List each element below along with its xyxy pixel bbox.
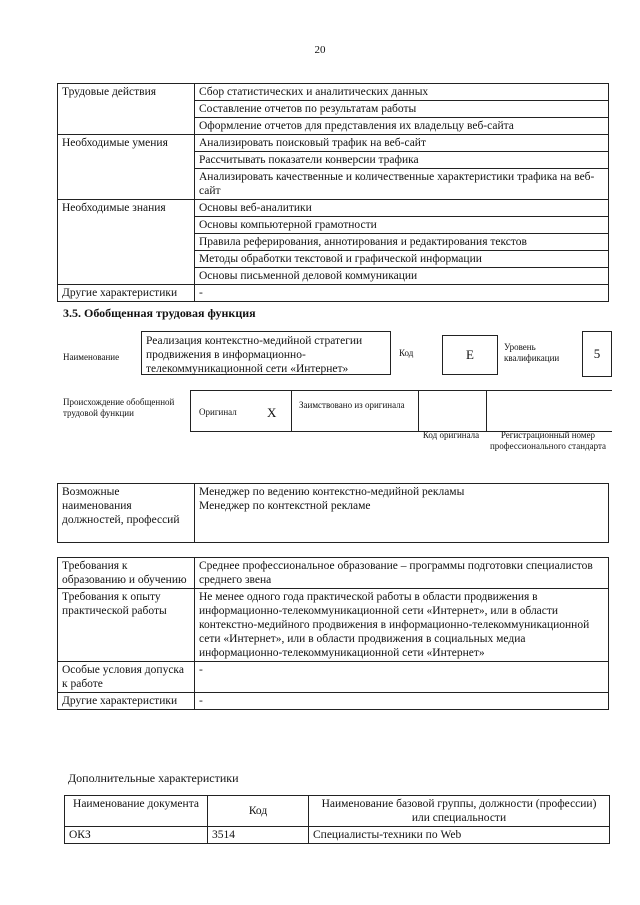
table-cell: Оформление отчетов для представления их владельцу веб-сайта — [195, 118, 609, 135]
position-line: Менеджер по контекстной рекламе — [199, 500, 371, 512]
table-row — [58, 484, 609, 543]
name-label: Наименование — [63, 352, 120, 362]
original-mark: X — [267, 405, 277, 420]
origin-label: Происхождение обобщенной трудовой функции — [63, 397, 175, 418]
position-line: Менеджер по ведению контекстно-медийной рекламы — [199, 486, 465, 498]
column-header: Наименование базовой группы, должности (профессии) или специальности — [309, 796, 610, 827]
column-header: Код — [208, 796, 309, 827]
table-cell: Рассчитывать показатели конверсии трафика — [195, 152, 609, 169]
row-label: Трудовые действия — [58, 84, 195, 135]
row-label: Необходимые умения — [58, 135, 195, 200]
labor-functions-table — [57, 83, 609, 302]
page-number: 20 — [314, 44, 326, 56]
table-row — [58, 558, 609, 589]
reg-caption: Регистрационный номер профессионального стандарта — [489, 430, 607, 451]
row-label: Возможные наименования должностей, профессий — [58, 484, 195, 543]
table-cell: Специалисты-техники по Web — [309, 827, 610, 844]
function-name: Реализация контекстно-медийной стратегии продвижения в информационно-телекоммуникационной сети «Интернет» — [141, 331, 391, 375]
column-header: Наименование документа — [65, 796, 208, 827]
table-row — [58, 84, 609, 101]
table-cell: Методы обработки текстовой и графической информации — [195, 251, 609, 268]
table-cell: Основы компьютерной грамотности — [195, 217, 609, 234]
code-caption: Код оригинала — [422, 430, 480, 440]
level-label: Уровень квалификации — [504, 342, 560, 363]
row-label: Другие характеристики — [58, 693, 195, 710]
row-label: Необходимые знания — [58, 200, 195, 285]
additional-table — [64, 795, 610, 844]
table-row — [58, 662, 609, 693]
row-label: Требования к образованию и обучению — [58, 558, 195, 589]
positions-table — [57, 483, 609, 543]
table-row — [58, 589, 609, 662]
code-label: Код — [399, 348, 414, 358]
table-cell: Составление отчетов по результатам работы — [195, 101, 609, 118]
table-cell: - — [195, 285, 609, 302]
table-cell: Правила реферирования, аннотирования и редактирования текстов — [195, 234, 609, 251]
divider — [291, 390, 292, 431]
table-header-row — [65, 796, 610, 827]
table-cell: Сбор статистических и аналитических данных — [195, 84, 609, 101]
borrowed-label: Заимствовано из оригинала — [299, 400, 405, 410]
table-cell: Не менее одного года практической работы в области продвижения в информационно-телекоммуникационной сети «Интернет», или в области контекстно-медийного продвижения в информационно-телекоммуникационной сети «Интернет», или в области продвижения в социальных медиа информационно-телекоммуникационной сети «Интернет» — [195, 589, 609, 662]
row-label: Требования к опыту практической работы — [58, 589, 195, 662]
table-cell: ОКЗ — [65, 827, 208, 844]
original-label: Оригинал — [199, 407, 237, 417]
table-row — [58, 200, 609, 217]
requirements-table — [57, 557, 609, 710]
table-row — [58, 285, 609, 302]
table-cell: Среднее профессиональное образование – программы подготовки специалистов среднего звена — [195, 558, 609, 589]
code-value: E — [442, 335, 498, 375]
table-cell: Основы веб-аналитики — [195, 200, 609, 217]
table-row — [65, 827, 610, 844]
table-cell: Анализировать поисковый трафик на веб-сайт — [195, 135, 609, 152]
table-row — [58, 693, 609, 710]
row-label: Другие характеристики — [58, 285, 195, 302]
table-cell: - — [195, 662, 609, 693]
table-cell — [195, 484, 609, 543]
origin-row — [190, 390, 612, 432]
divider — [486, 390, 487, 431]
additional-title: Дополнительные характеристики — [68, 771, 239, 785]
table-row — [58, 135, 609, 152]
table-cell: 3514 — [208, 827, 309, 844]
section-title: 3.5. Обобщенная трудовая функция — [63, 306, 256, 320]
level-value: 5 — [582, 331, 612, 377]
row-label: Особые условия допуска к работе — [58, 662, 195, 693]
divider — [418, 390, 419, 431]
table-cell: Основы письменной деловой коммуникации — [195, 268, 609, 285]
table-cell: Анализировать качественные и количественные характеристики трафика на веб-сайт — [195, 169, 609, 200]
table-cell: - — [195, 693, 609, 710]
